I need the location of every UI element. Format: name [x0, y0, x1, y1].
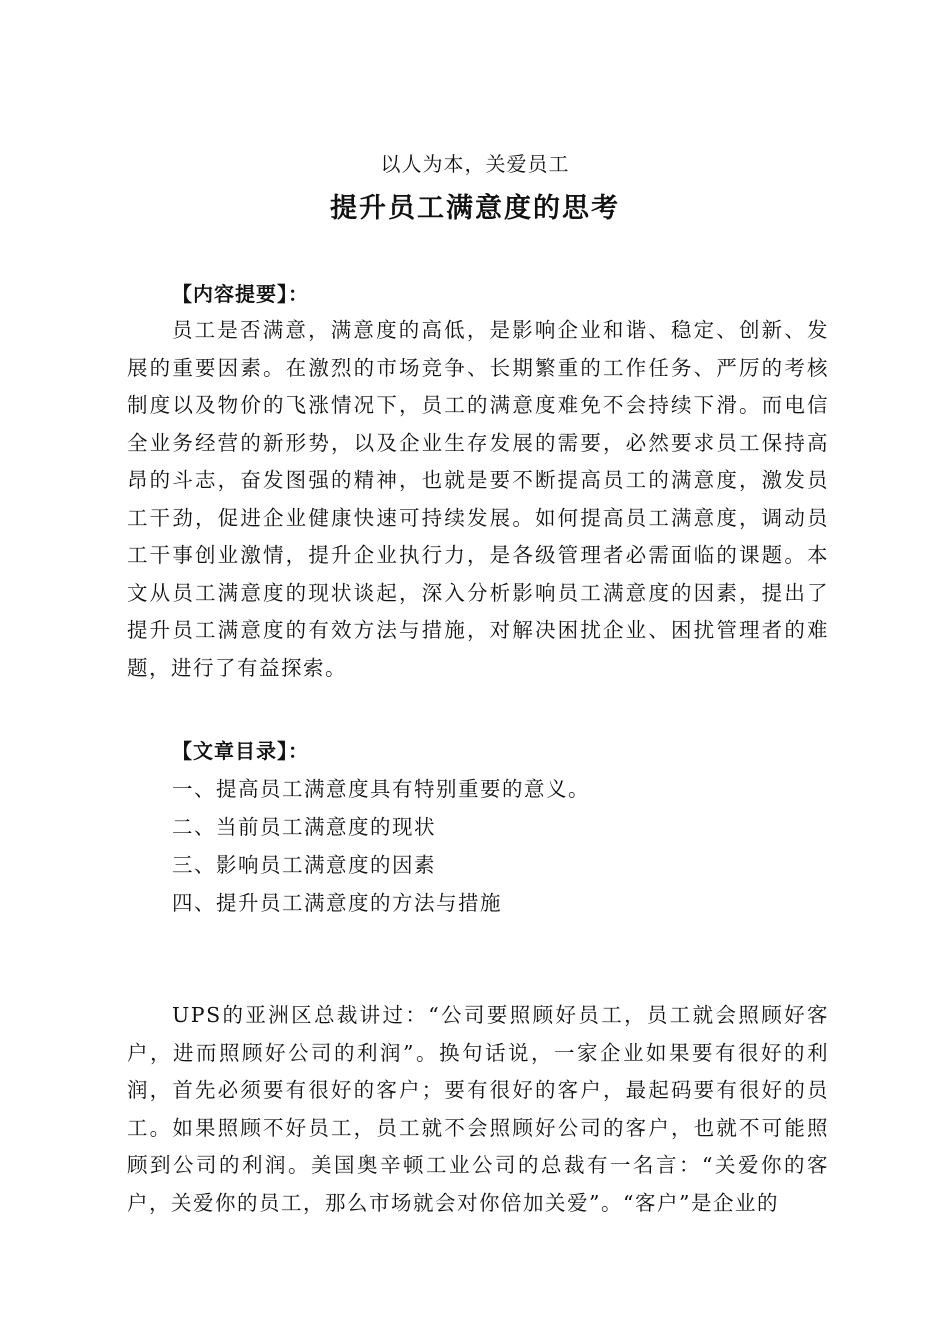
- toc-heading: 【文章目录】：: [172, 739, 309, 763]
- toc-list: [172, 770, 590, 922]
- toc-item-4: 四、提升员工满意度的方法与措施: [172, 891, 502, 915]
- document-title: 提升员工满意度的思考: [330, 193, 620, 224]
- abstract-paragraph: 员工是否满意，满意度的高低，是影响企业和谐、稳定、创新、发展的重要因素。在激烈的市场竞争、长期繁重的工作任务、严厉的考核制度以及物价的飞涨情况下，员工的满意度难免不会持续下滑。而电信全业务经营的新形势，以及企业生存发展的需要，必然要求员工保持高昂的斗志，奋发图强的精神，也就是要不断提高员工的满意度，激发员工干劲，促进企业健康快速可持续发展。如何提高员工满意度，调动员工干事创业激情，提升企业执行力，是各级管理者必需面临的课题。本文从员工满意度的现状谈起，深入分析影响员工满意度的因素，提出了提升员工满意度的有效方法与措施，对解决困扰企业、困扰管理者的难题，进行了有益探索。: [127, 318, 829, 680]
- toc-item-1: 一、提高员工满意度具有特别重要的意义。: [172, 777, 590, 801]
- document-subtitle: 以人为本，关爱员工: [380, 152, 570, 176]
- abstract-heading: 【内容提要】：: [172, 282, 309, 306]
- toc-item-2: 二、当前员工满意度的现状: [172, 815, 436, 839]
- intro-paragraph: UPS的亚洲区总裁讲过：“公司要照顾好员工，员工就会照顾好客户，进而照顾好公司的利润”。换句话说，一家企业如果要有很好的利润，首先必须要有很好的客户；要有很好的客户，最起码要有很好的员工。如果照顾不好员工，员工就不会照顾好公司的客户，也就不可能照顾到公司的利润。美国奥辛顿工业公司的总裁有一名言：“关爱你的客户，关爱你的员工，那么市场就会对你倍加关爱”。“客户”是企业的: [127, 1003, 829, 1215]
- toc-item-3: 三、影响员工满意度的因素: [172, 853, 436, 877]
